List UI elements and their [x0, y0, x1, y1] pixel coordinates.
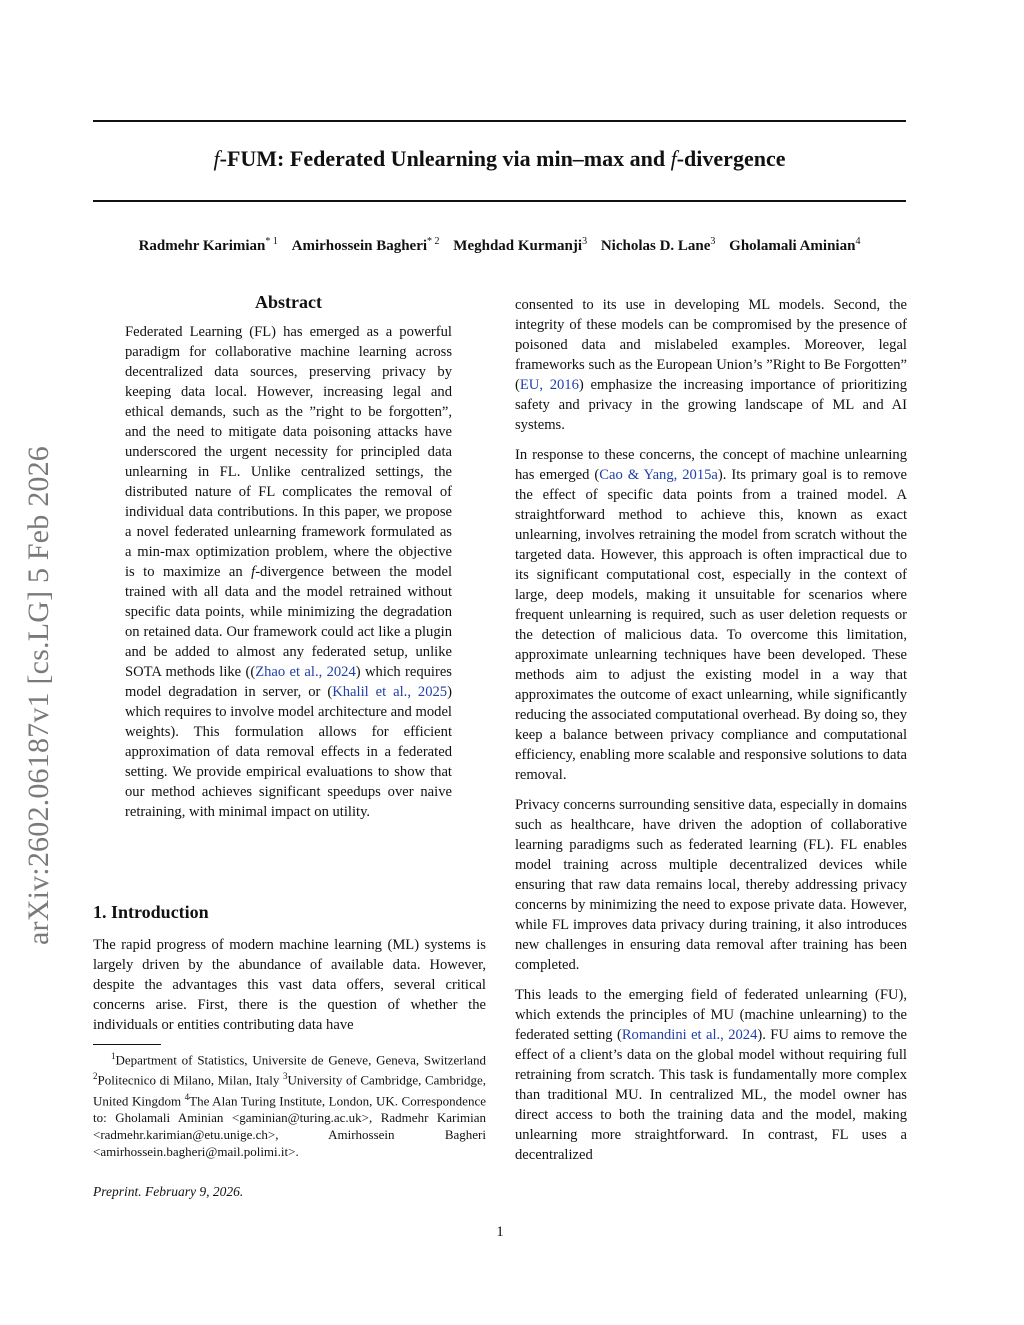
intro-paragraph: The rapid progress of modern machine learning (ML) systems is largely driven by the abundance of available data. However, despite the advantages this vast data offers, several critical concerns arise. First, there is the question of whether the individuals or entities contributing data have: [93, 937, 486, 1033]
title-f-symbol: f: [213, 146, 220, 171]
footnote-mark: 3: [282, 1071, 288, 1082]
author-affiliation-mark: 3: [582, 236, 588, 247]
title-part-2: -divergence: [676, 146, 786, 171]
author: [601, 238, 716, 254]
author-name: Meghdad Kurmanji: [453, 238, 583, 254]
author-name: Nicholas D. Lane: [600, 238, 711, 254]
citation-link[interactable]: EU, 2016: [519, 377, 579, 393]
preprint-notice: Preprint. February 9, 2026.: [93, 1184, 244, 1199]
footnote-mark: 1: [111, 1051, 116, 1061]
abstract-body: [125, 322, 452, 822]
citation-link[interactable]: Khalil et al., 2025: [332, 684, 448, 700]
author-name: Gholamali Aminian: [729, 238, 856, 254]
author: [729, 238, 860, 254]
title-top-rule: [93, 120, 906, 122]
author: [453, 238, 587, 254]
paper-title: [93, 146, 906, 172]
body-paragraph: Privacy concerns surrounding sensitive data, especially in domains such as healthcare, have driven the adoption of collaborative learning paradigms such as federated learning (FL). FL enables model training across multiple decentralized devices while ensuring that raw data remains local, thereby addressing privacy concerns by minimizing the need to expose private data. However, while FL improves data privacy during training, it also introduces new challenges in ensuring data removal after training has been completed.: [515, 797, 907, 973]
author-name: Radmehr Karimian: [138, 238, 266, 254]
right-column-body: [515, 295, 907, 1175]
author: [139, 238, 278, 254]
body-text: ) emphasize the increasing importance of prioritizing safety and privacy in the growing landscape of ML and AI systems.: [515, 377, 907, 433]
author-list: [93, 236, 906, 255]
citation-link[interactable]: Cao & Yang, 2015a: [599, 467, 718, 483]
title-part-1: -FUM: Federated Unlearning via min–max and: [219, 146, 671, 171]
arxiv-identifier-stamp: arXiv:2602.06187v1 [cs.LG] 5 Feb 2026: [22, 445, 55, 945]
abstract-paragraph: [125, 322, 452, 822]
author-affiliation-mark: 3: [710, 236, 716, 247]
body-text: ). Its primary goal is to remove the effect of specific data points from a trained model. A straightforward method to achieve this, known as exact unlearning, involves retraining the model from scratch without the targeted data. However, this approach is often impractical due to its significant computational cost, especially in the context of large, deep models, making it unsuitable for scenarios where frequent unlearning is required, such as user deletion requests or the detection of malicious data. To overcome this limitation, approximate unlearning techniques have been developed. These methods aim to adjust the existing model in a way that approximates the outcome of exact unlearning, while significantly reducing the associated computational overhead. By doing so, they keep a balance between privacy compliance and computational efficiency, enabling more scalable and responsive solutions to data removal.: [515, 467, 907, 783]
footnote-mark: 4: [184, 1091, 190, 1102]
footnote-rule: [93, 1044, 161, 1045]
title-f-symbol-2: f: [670, 146, 677, 171]
abstract-text: -divergence between the model trained with all data and the model retrained without specific data points, while minimizing the degradation on retained data. Our framework could act like a plugin and be added to almost any federated setup, unlike SOTA methods like ((: [125, 564, 453, 680]
author-affiliation-mark: * 2: [427, 236, 440, 247]
f-symbol: f: [251, 564, 256, 580]
author-affiliation-mark: * 1: [265, 236, 278, 247]
footnote-mark: 2: [93, 1071, 98, 1082]
citation-link[interactable]: Romandini et al., 2024: [621, 1027, 758, 1043]
author-name: Amirhossein Bagheri: [291, 238, 428, 254]
introduction-body: [93, 935, 486, 1035]
citation-link[interactable]: Zhao et al., 2024: [255, 664, 356, 680]
affiliations-footnote: [93, 1048, 486, 1160]
body-paragraph: [515, 295, 907, 435]
body-paragraph: [515, 445, 907, 785]
section-heading-introduction: 1. Introduction: [93, 902, 209, 922]
footnote-text: The Alan Turing Institute, London, UK. Correspondence to: Gholamali Aminian <gaminian@turing.ac.uk>, Radmehr Karimian <radmehr.karimian@etu.unige.ch>, Amirhossein Bagheri <amirhossein.bagheri@mail.polimi.it>.: [93, 1092, 486, 1159]
abstract-heading: Abstract: [255, 292, 322, 312]
abstract-text: ) which requires model degradation in server, or (: [125, 664, 452, 700]
body-paragraph: [515, 985, 907, 1165]
author-affiliation-mark: 4: [855, 236, 861, 247]
footnote-text: Department of Statistics, Universite de Geneve, Geneva, Switzerland: [115, 1052, 486, 1068]
abstract-text: ) which requires to involve model architecture and model weights). This formulation allows for efficient approximation of data removal effects in a federated setting. We provide empirical evaluations to show that our method achieves significant speedups over naive retraining, with minimal impact on utility.: [125, 684, 452, 820]
body-text: consented to its use in developing ML models. Second, the integrity of these models can be compromised by the presence of poisoned data and mislabeled examples. Moreover, legal frameworks such as the European Union’s ”Right to Be Forgotten” (: [515, 297, 907, 393]
body-text: ). FU aims to remove the effect of a client’s data on the global model without requiring full retraining from scratch. This task is fundamentally more complex than traditional MU. In centralized ML, the model owner has direct access to both the training data and the model, making unlearning more straightforward. In contrast, FL uses a decentralized: [515, 1027, 907, 1163]
author: [292, 238, 440, 254]
title-bottom-rule: [93, 200, 906, 202]
body-text: This leads to the emerging field of federated unlearning (FU), which extends the principles of MU (machine unlearning) to the federated setting (: [515, 987, 907, 1043]
footnote-text: Politecnico di Milano, Milan, Italy: [97, 1072, 283, 1088]
footnote-text: University of Cambridge, Cambridge, United Kingdom: [93, 1072, 486, 1108]
abstract-text: Federated Learning (FL) has emerged as a powerful paradigm for collaborative machine learning across decentralized data sources, preserving privacy by keeping data local. However, increasing legal and ethical demands, such as the ”right to be forgotten”, and the need to mitigate data poisoning attacks have underscored the urgent necessity for principled data unlearning in FL. Unlike centralized settings, the distributed nature of FL complicates the removal of individual data contributions. In this paper, we propose a novel federated unlearning framework formulated as a min-max optimization problem, where the objective is to maximize an: [125, 324, 452, 580]
body-text: In response to these concerns, the concept of machine unlearning has emerged (: [515, 447, 907, 483]
page-number: 1: [496, 1224, 504, 1240]
